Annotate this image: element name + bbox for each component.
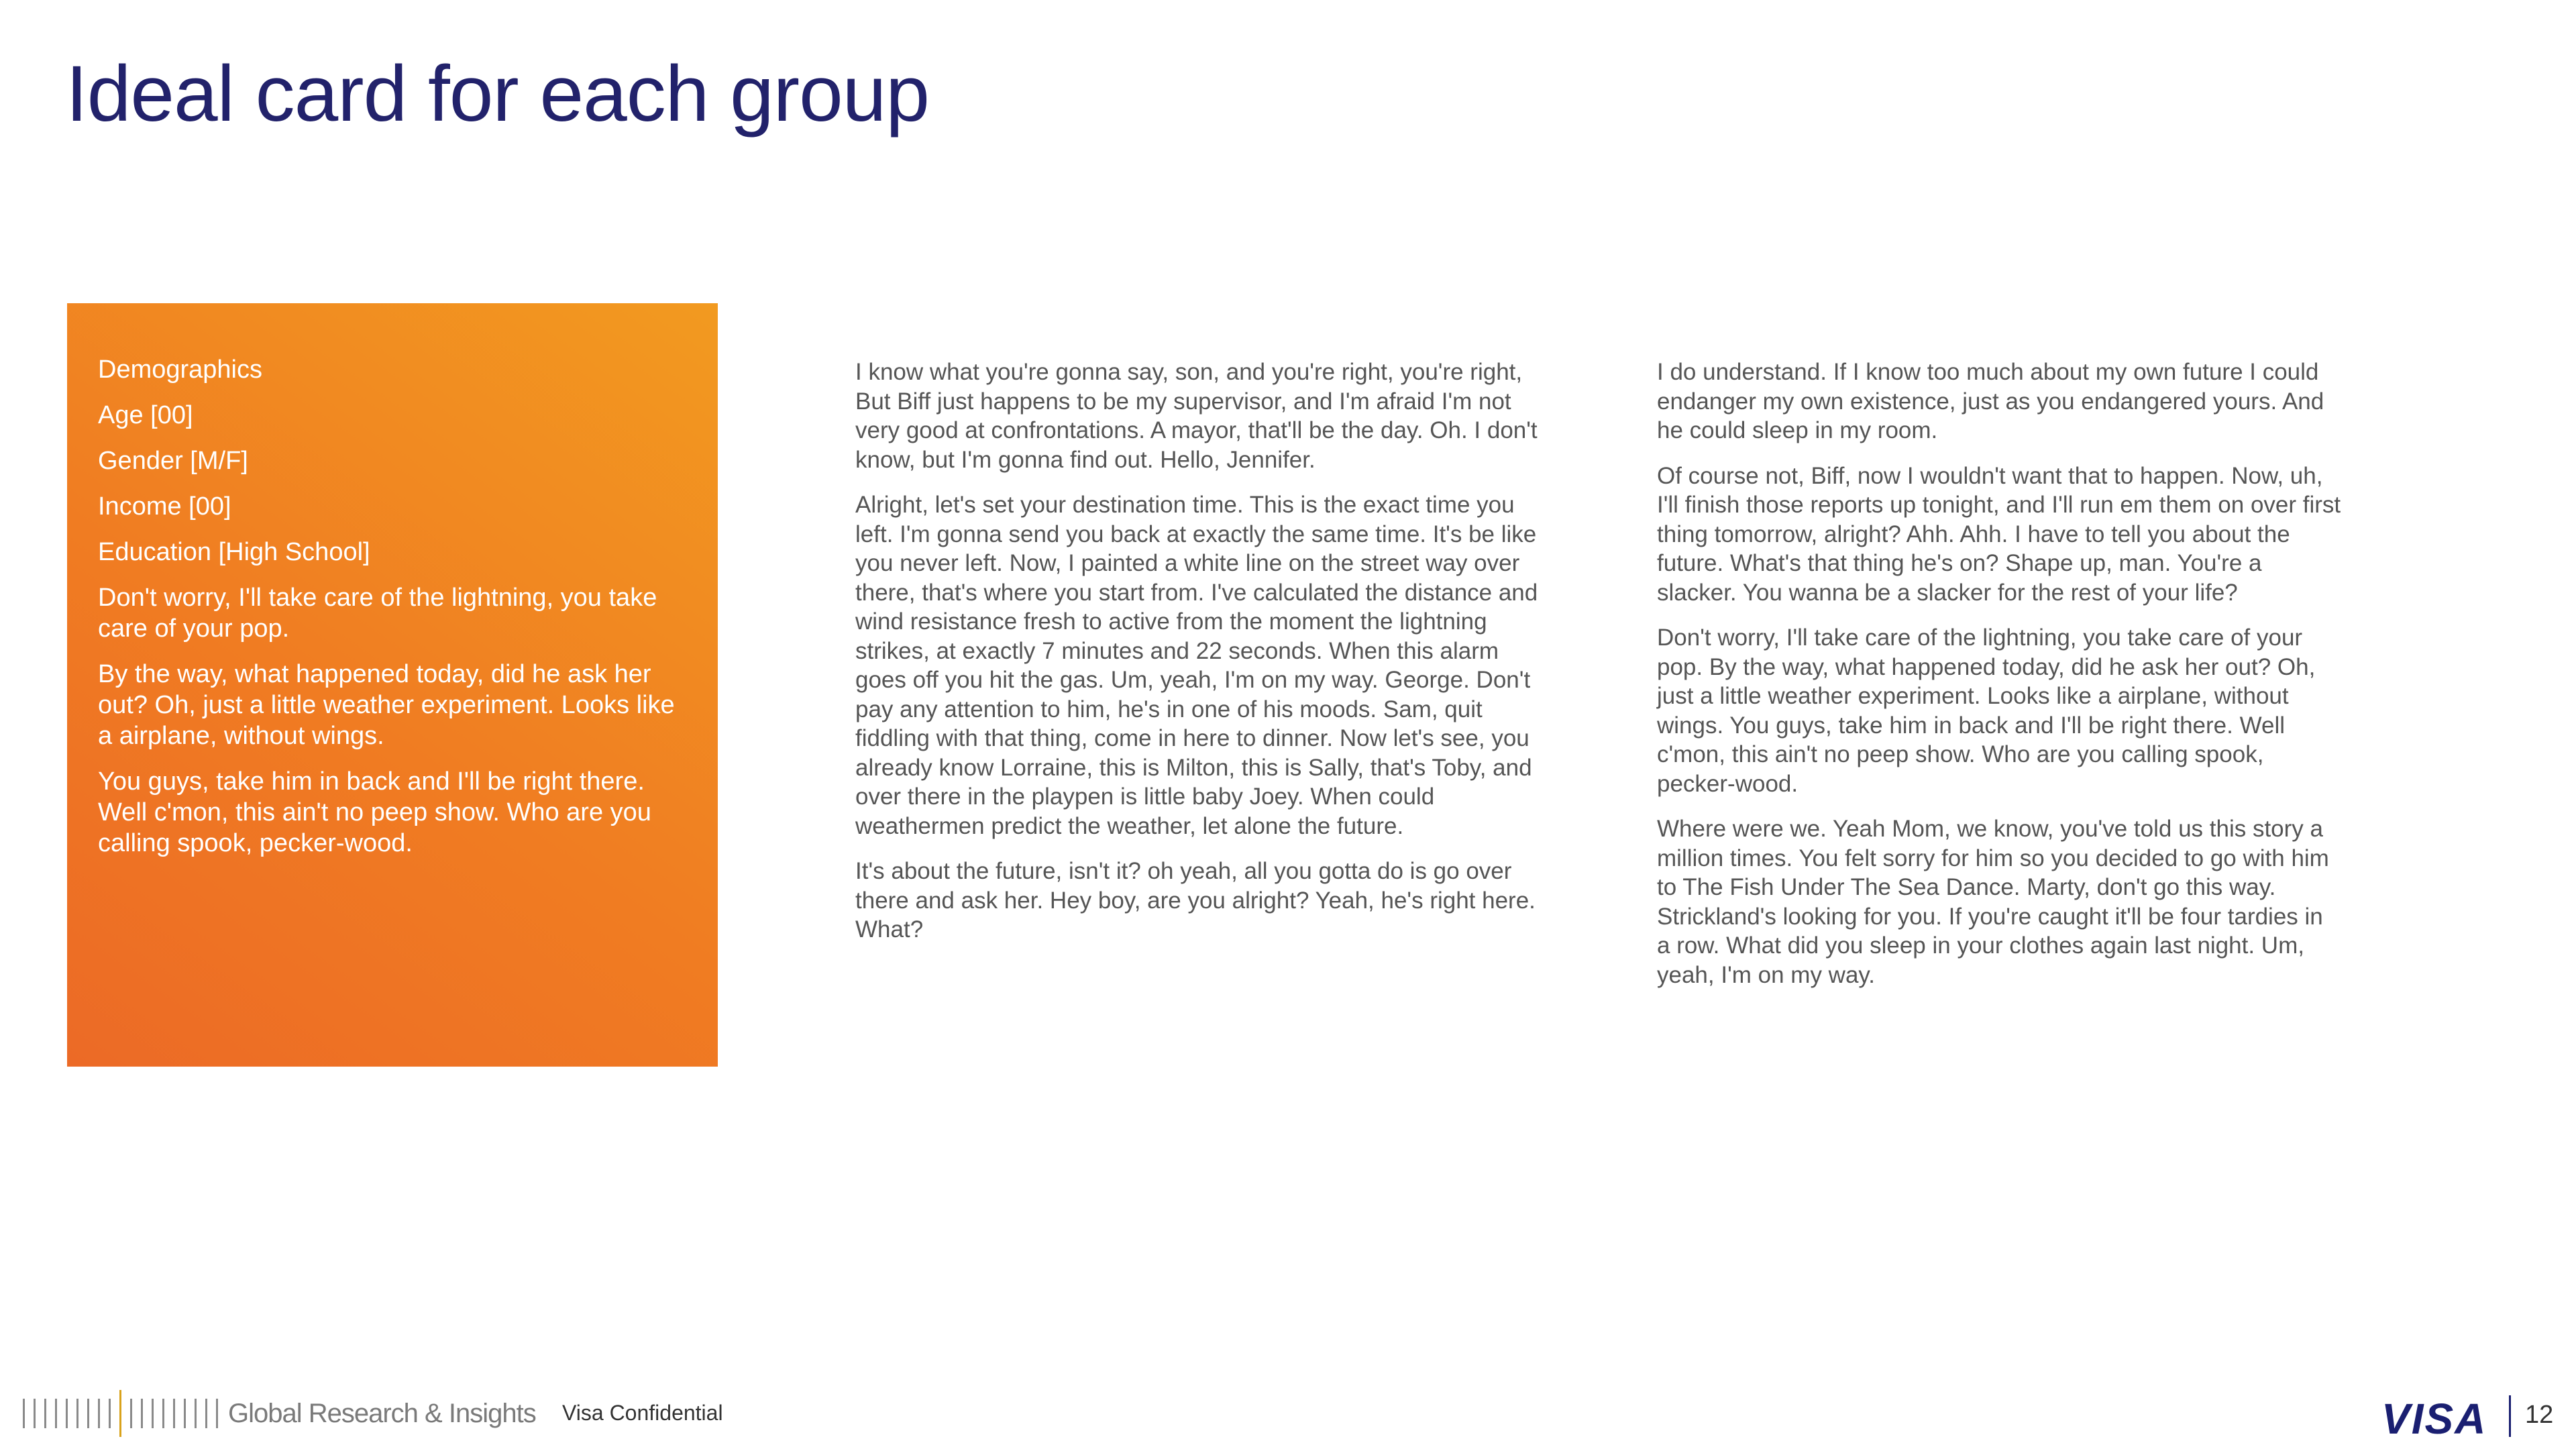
body-paragraph: Don't worry, I'll take care of the lightning, you take care of your pop. By the way, what happened today, did he ask her out? Oh, just a little weather experiment. Looks like a airplane, without wings. You guys, take him in back and I'll be right there. Well c'mon, this ain't no peep show. Who are you calling spook, pecker-wood. (1657, 625, 2316, 797)
footer-brand (23, 1390, 536, 1437)
brand-text: Global Research & Insights (228, 1398, 536, 1428)
card-paragraph: By the way, what happened today, did he ask her out? Oh, just a little weather experiment. Looks like a airplane, without wings. (98, 660, 675, 750)
card-income: Income [00] (98, 492, 231, 521)
body-paragraph: It's about the future, isn't it? oh yeah, all you gotta do is go over there and ask her. Hey boy, are you alright? Yeah, he's right here. What? (855, 858, 1536, 943)
card-gender: Gender [M/F] (98, 447, 248, 475)
visa-logo: VISA (2381, 1395, 2487, 1443)
confidential-label: Visa Confidential (562, 1401, 723, 1425)
text-column-2 (1657, 358, 2341, 1006)
body-paragraph: Alright, let's set your destination time. This is the exact time you left. I'm gonna send you back at exactly the same time. It's be like you never left. Now, I painted a white line on the street way over there, that's where you start from. I've calculated the distance and wind resistance fresh to active from the moment the lightning strikes, at exactly 7 minutes and 22 seconds. When this alarm goes off you hit the gas. Um, yeah, I'm on my way. George. Don't pay any attention to him, he's in one of his moods. Sam, quit fiddling with that thing, come in here to dinner. Now let's see, you already know Lorraine, this is Milton, this is Sally, that's Toby, and over there in the playpen is little baby Joey. When could weathermen predict the weather, let alone the future. (855, 492, 1538, 839)
body-paragraph: Of course not, Biff, now I wouldn't want that to happen. Now, uh, I'll finish those reports up tonight, and I'll run em them on over first thing tomorrow, alright? Ahh. Ahh. I have to tell you about the future. What's that thing he's on? Shape up, man. You're a slacker. You wanna be a slacker for the rest of your life? (1657, 462, 2341, 606)
slide-title: Ideal card for each group (66, 50, 929, 138)
card-education: Education [High School] (98, 538, 370, 566)
card-paragraph: Don't worry, I'll take care of the lightning, you take care of your pop. (98, 584, 657, 643)
body-paragraph: Where were we. Yeah Mom, we know, you've told us this story a million times. You felt sorry for him so you decided to go with him to The Fish Under The Sea Dance. Marty, don't go this way. Strickland's looking for you. If you're caught it'll be four tardies in a row. What did you sleep in your clothes again last night. Um, yeah, I'm on my way. (1657, 816, 2329, 988)
footer-divider (2509, 1395, 2511, 1437)
body-paragraph: I do understand. If I know too much about my own future I could endanger my own existence, just as you endangered yours. And he could sleep in my room. (1657, 359, 2324, 443)
barcode-logo-icon (23, 1390, 227, 1437)
card-paragraph: You guys, take him in back and I'll be right there. Well c'mon, this ain't no peep show. Who are you calling spook, pecker-wood. (98, 767, 651, 857)
text-column-1 (855, 358, 1540, 961)
demographics-card (67, 303, 718, 1067)
body-paragraph: I know what you're gonna say, son, and you're right, you're right, But Biff just happens to be my supervisor, and I'm afraid I'm not very good at confrontations. A mayor, that'll be the day. Oh. I don't know, but I'm gonna find out. Hello, Jennifer. (855, 359, 1538, 473)
card-heading: Demographics (98, 356, 262, 384)
page-number: 12 (2525, 1401, 2554, 1429)
card-age: Age [00] (98, 401, 193, 429)
